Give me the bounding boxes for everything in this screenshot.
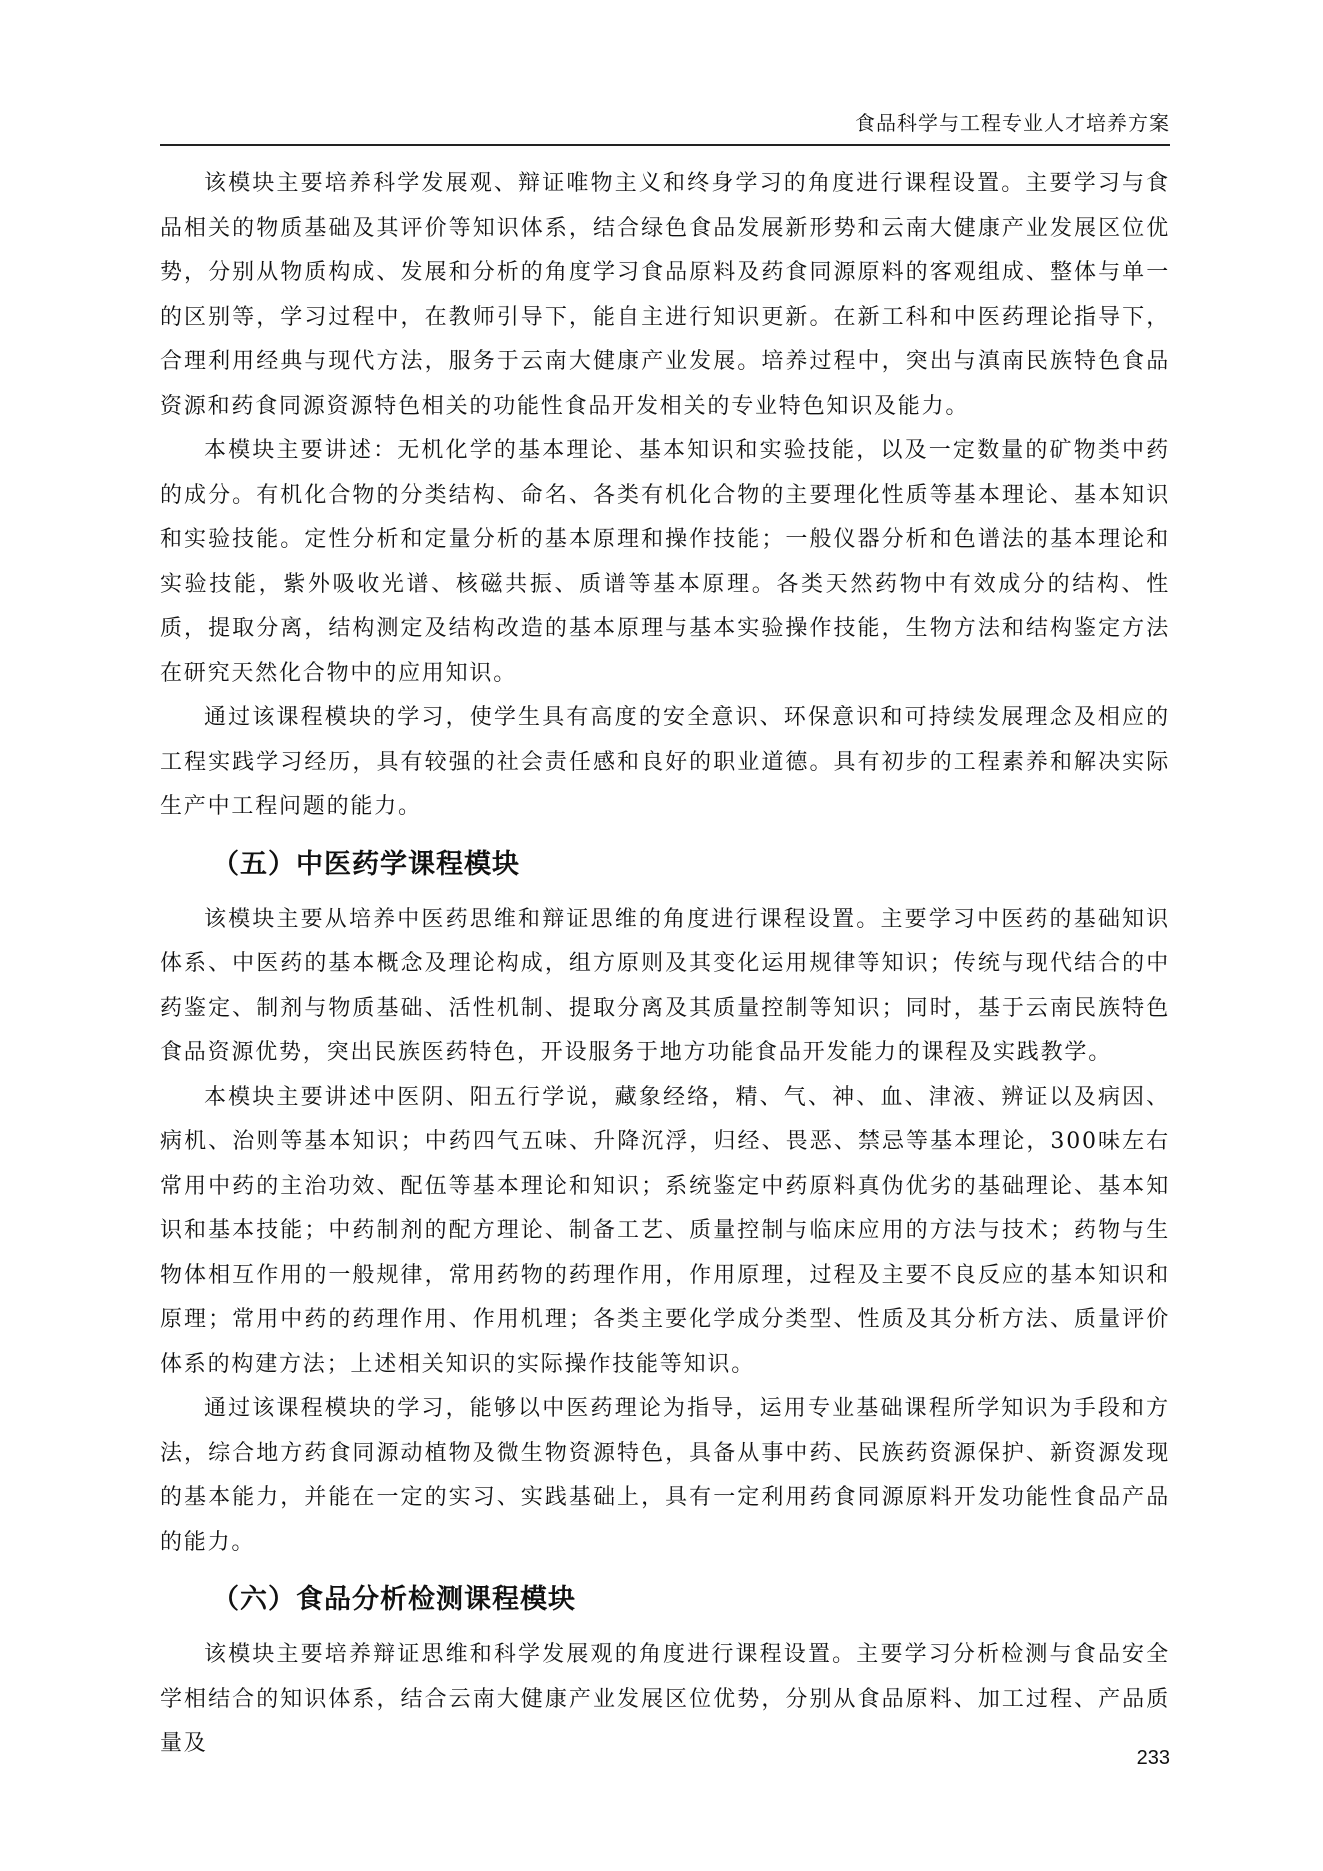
paragraph-tcm-overview: 该模块主要从培养中医药思维和辩证思维的角度进行课程设置。主要学习中医药的基础知识体系、中医药的基本概念及理论构成，组方原则及其变化运用规律等知识；传统与现代结合的中药鉴定、制剂与物质基础、活性机制、提取分离及其质量控制等知识；同时，基于云南民族特色食品资源优势，突出民族医药特色，开设服务于地方功能食品开发能力的课程及实践教学。 [160,906,1170,1065]
header-title: 食品科学与工程专业人才培养方案 [855,111,1170,135]
paragraph-module-content: 本模块主要讲述：无机化学的基本理论、基本知识和实验技能，以及一定数量的矿物类中药的成分。有机化合物的分类结构、命名、各类有机化合物的主要理化性质等基本理论、基本知识和实验技能。定性分析和定量分析的基本原理和操作技能；一般仪器分析和色谱法的基本理论和实验技能，紫外吸收光谱、核磁共振、质谱等基本原理。各类天然药物中有效成分的结构、性质，提取分离，结构测定及结构改造的基本原理与基本实验操作技能，生物方法和结构鉴定方法在研究天然化合物中的应用知识。 [160,438,1170,686]
paragraph-tcm-outcome: 通过该课程模块的学习，能够以中医药理论为指导，运用专业基础课程所学知识为手段和方法，综合地方药食同源动植物及微生物资源特色，具备从事中药、民族药资源保护、新资源发现的基本能力，并能在一定的实习、实践基础上，具有一定利用药食同源原料开发功能性食品产品的能力。 [160,1396,1170,1555]
section-heading-tcm-module: （五）中医药学课程模块 [212,848,520,880]
paragraph-tcm-content: 本模块主要讲述中医阴、阳五行学说，藏象经络，精、气、神、血、津液、辨证以及病因、病机、治则等基本知识；中药四气五味、升降沉浮，归经、畏恶、禁忌等基本理论，300味左右常用中药的主治功效、配伍等基本理论和知识；系统鉴定中药原料真伪优劣的基础理论、基本知识和基本技能；中药制剂的配方理论、制备工艺、质量控制与临床应用的方法与技术；药物与生物体相互作用的一般规律，常用药物的药理作用，作用原理，过程及主要不良反应的基本知识和原理；常用中药的药理作用、作用机理；各类主要化学成分类型、性质及其分析方法、质量评价体系的构建方法；上述相关知识的实际操作技能等知识。 [160,1084,1170,1377]
paragraph-module-overview: 该模块主要培养科学发展观、辩证唯物主义和终身学习的角度进行课程设置。主要学习与食品相关的物质基础及其评价等知识体系，结合绿色食品发展新形势和云南大健康产业发展区位优势，分别从物质构成、发展和分析的角度学习食品原料及药食同源原料的客观组成、整体与单一的区别等，学习过程中，在教师引导下，能自主进行知识更新。在新工科和中医药理论指导下，合理利用经典与现代方法，服务于云南大健康产业发展。培养过程中，突出与滇南民族特色食品资源和药食同源资源特色相关的功能性食品开发相关的专业特色知识及能力。 [160,171,1170,419]
page-number: 233 [1136,1747,1170,1769]
section-heading-food-analysis-module: （六）食品分析检测课程模块 [212,1584,576,1615]
document-body [160,162,1170,1767]
paragraph-module-outcome: 通过该课程模块的学习，使学生具有高度的安全意识、环保意识和可持续发展理念及相应的工程实践学习经历，具有较强的社会责任感和良好的职业道德。具有初步的工程素养和解决实际生产中工程问题的能力。 [160,705,1170,819]
paragraph-food-analysis-overview: 该模块主要培养辩证思维和科学发展观的角度进行课程设置。主要学习分析检测与食品安全学相结合的知识体系，结合云南大健康产业发展区位优势，分别从食品原料、加工过程、产品质量及 [160,1642,1170,1756]
page-header [160,110,1170,146]
